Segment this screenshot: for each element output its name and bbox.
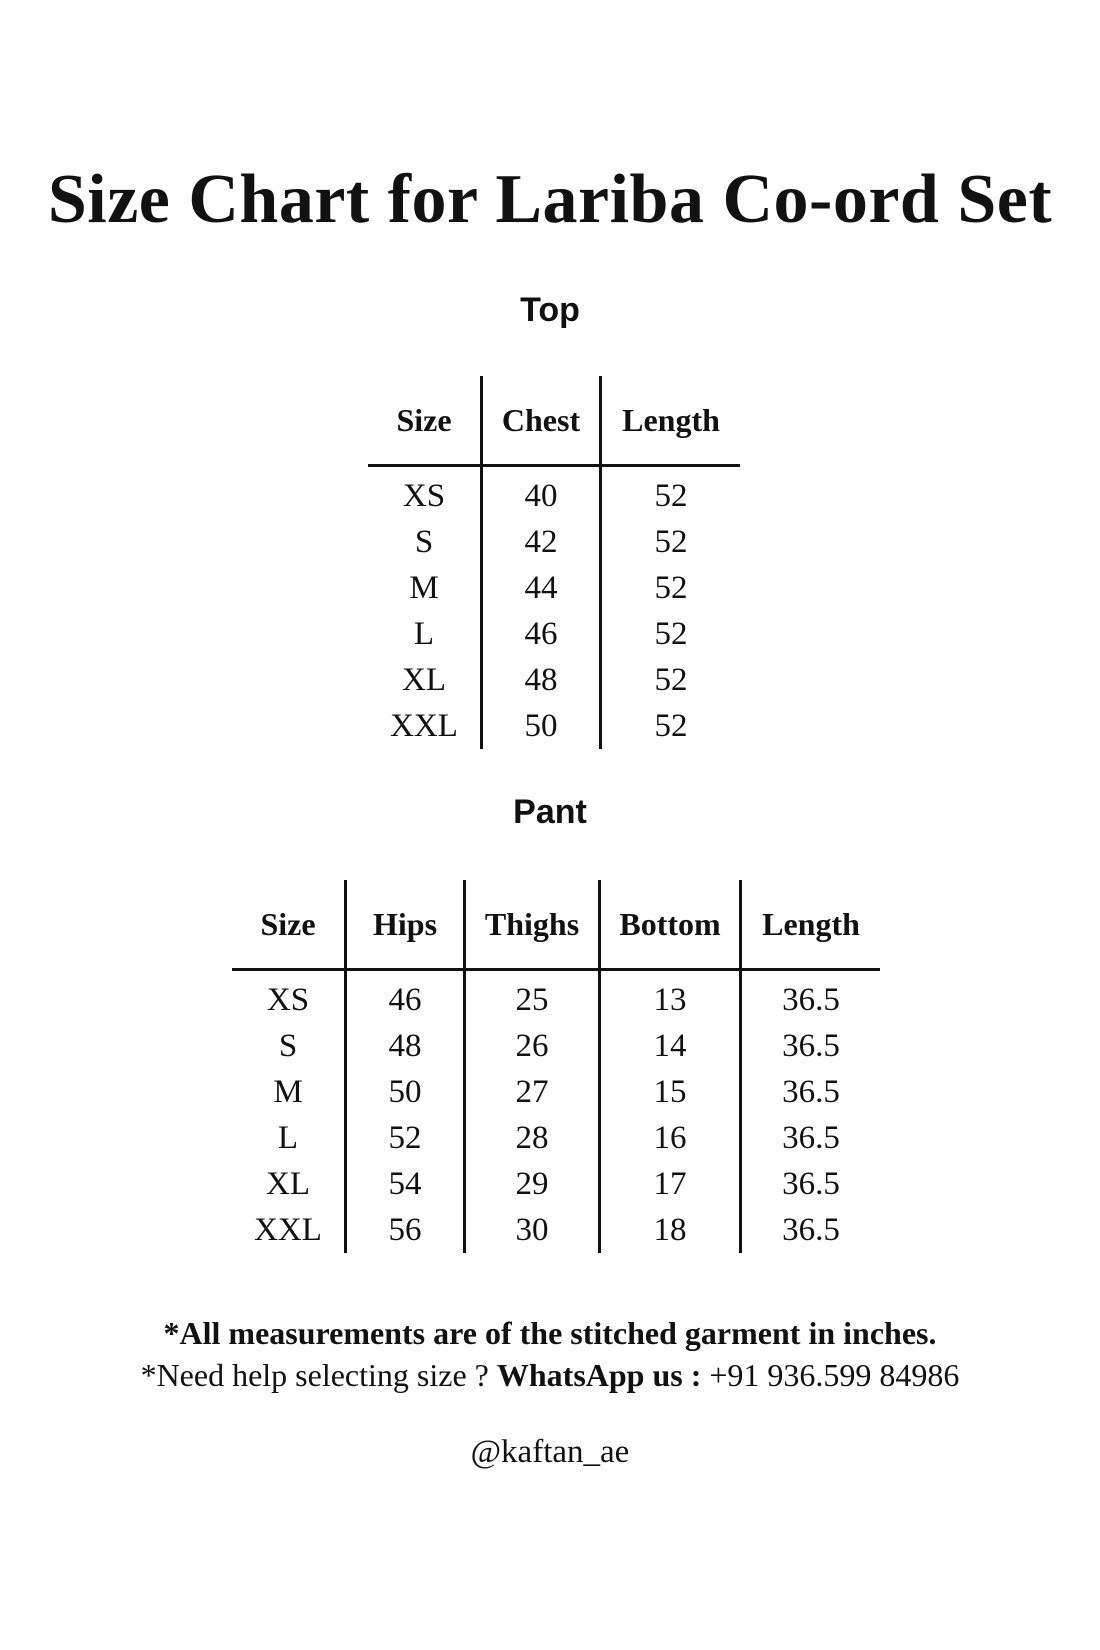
size-cell: S [278, 1027, 298, 1064]
hips-cell: 50 [346, 1069, 465, 1115]
column-header-size: Size [368, 376, 482, 466]
size-cell: XS [266, 981, 310, 1018]
size-cell: XXL [390, 707, 458, 744]
thighs-cell: 29 [465, 1161, 600, 1207]
length-cell: 36.5 [741, 1069, 881, 1115]
thighs-cell: 30 [465, 1207, 600, 1253]
chest-cell: 48 [482, 657, 601, 703]
table-row [368, 466, 740, 520]
table-header-row [368, 376, 740, 466]
bottom-cell: 16 [600, 1115, 741, 1161]
bottom-cell: 13 [600, 970, 741, 1024]
social-handle: @kaftan_ae [470, 1434, 630, 1470]
chest-cell: 44 [482, 565, 601, 611]
size-cell: XXL [254, 1211, 322, 1248]
top-size-table [368, 376, 740, 749]
column-header-hips: Hips [346, 880, 465, 970]
column-header-length: Length [601, 376, 741, 466]
thighs-cell: 27 [465, 1069, 600, 1115]
length-cell: 36.5 [741, 1207, 881, 1253]
bottom-cell: 15 [600, 1069, 741, 1115]
column-header-bottom: Bottom [600, 880, 741, 970]
hips-cell: 54 [346, 1161, 465, 1207]
hips-cell: 52 [346, 1115, 465, 1161]
table-row [232, 970, 880, 1024]
length-cell: 52 [601, 657, 741, 703]
whatsapp-label: WhatsApp us : [496, 1357, 710, 1393]
bottom-cell: 17 [600, 1161, 741, 1207]
length-cell: 36.5 [741, 1161, 881, 1207]
table-header-row [232, 880, 880, 970]
length-cell: 36.5 [741, 970, 881, 1024]
length-cell: 36.5 [741, 1023, 881, 1069]
size-cell: M [273, 1073, 303, 1110]
hips-cell: 48 [346, 1023, 465, 1069]
table-row [232, 1115, 880, 1161]
length-cell: 52 [601, 519, 741, 565]
thighs-cell: 26 [465, 1023, 600, 1069]
help-note-prefix: *Need help selecting size ? [140, 1357, 497, 1393]
top-section-title: Top [520, 291, 580, 329]
size-cell: S [414, 523, 434, 560]
hips-cell: 56 [346, 1207, 465, 1253]
column-header-thighs: Thighs [465, 880, 600, 970]
size-cell: XS [402, 477, 446, 514]
page-title: Size Chart for Lariba Co-ord Set [47, 161, 1053, 238]
table-row [368, 611, 740, 657]
table-row [368, 565, 740, 611]
size-cell: XL [402, 661, 446, 698]
size-cell: L [277, 1119, 299, 1156]
size-cell: XL [266, 1165, 310, 1202]
length-cell: 52 [601, 565, 741, 611]
length-cell: 36.5 [741, 1115, 881, 1161]
bottom-cell: 14 [600, 1023, 741, 1069]
pant-section-title: Pant [513, 793, 587, 831]
length-cell: 52 [601, 703, 741, 749]
table-row [368, 703, 740, 749]
column-header-chest: Chest [482, 376, 601, 466]
table-row [232, 1207, 880, 1253]
column-header-length: Length [741, 880, 881, 970]
thighs-cell: 28 [465, 1115, 600, 1161]
table-row [368, 657, 740, 703]
table-row [232, 1161, 880, 1207]
chest-cell: 40 [482, 466, 601, 520]
table-row [368, 519, 740, 565]
chest-cell: 50 [482, 703, 601, 749]
table-row [232, 1023, 880, 1069]
length-cell: 52 [601, 611, 741, 657]
chest-cell: 42 [482, 519, 601, 565]
measurement-note: *All measurements are of the stitched garment in inches. [163, 1315, 937, 1351]
thighs-cell: 25 [465, 970, 600, 1024]
whatsapp-phone: +91 936.599 84986 [709, 1357, 960, 1393]
length-cell: 52 [601, 466, 741, 520]
size-cell: M [409, 569, 439, 606]
pant-size-table [232, 880, 880, 1253]
column-header-size: Size [232, 880, 346, 970]
table-row [232, 1069, 880, 1115]
size-cell: L [413, 615, 435, 652]
bottom-cell: 18 [600, 1207, 741, 1253]
help-note [0, 1354, 1100, 1396]
hips-cell: 46 [346, 970, 465, 1024]
chest-cell: 46 [482, 611, 601, 657]
